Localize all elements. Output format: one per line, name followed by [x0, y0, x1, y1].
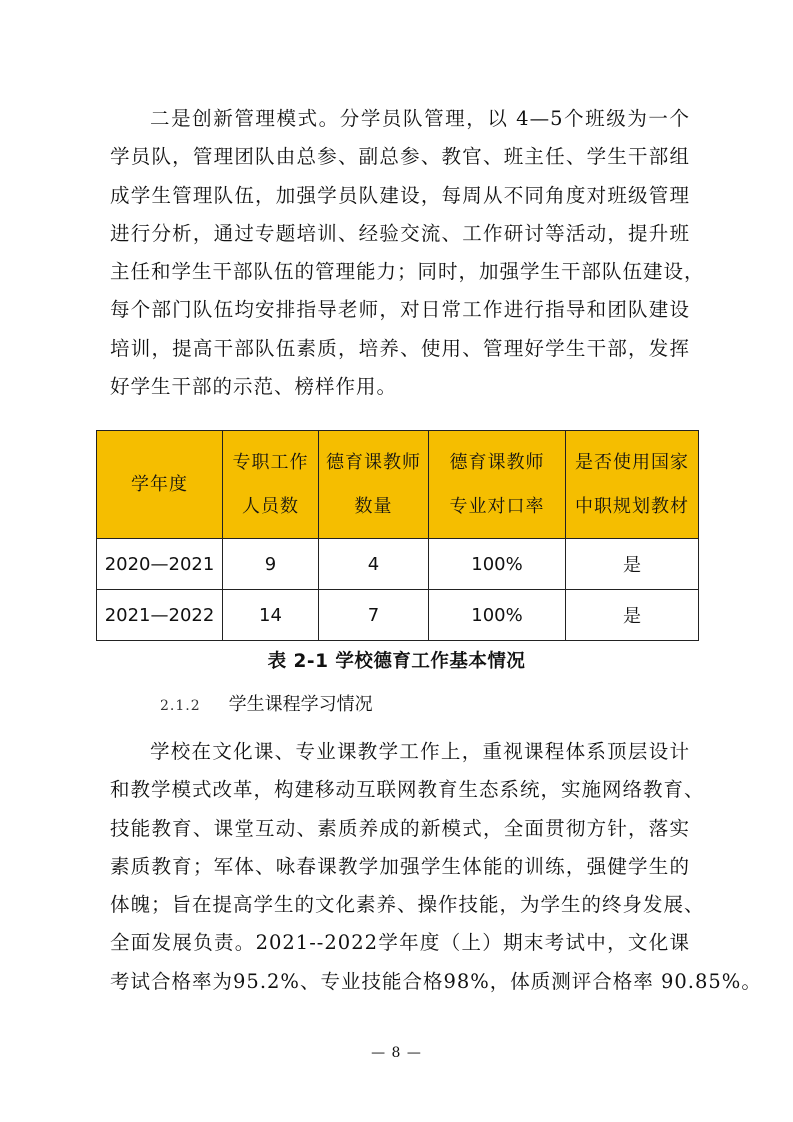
table-cell: 2020—2021	[97, 539, 223, 590]
header-full-time-staff: 专职工作 人员数	[223, 431, 319, 539]
text-line: 学校在文化课、专业课教学工作上，重视课程体系顶层设计	[150, 740, 690, 763]
management-paragraph	[110, 100, 705, 406]
text-line: 考试合格率为95.2%、专业技能合格98%，体质测评合格率 90.85%。	[110, 969, 762, 993]
table-row	[97, 539, 699, 590]
text-line: 二是创新管理模式。分学员队管理，以 4—5个班级为一个	[150, 107, 690, 130]
text-line: 技能教育、课堂互动、素质养成的新模式，全面贯彻方针，落实	[110, 816, 690, 840]
table-cell: 是	[566, 539, 699, 590]
text-line: 进行分析，通过专题培训、经验交流、工作研讨等活动，提升班	[110, 221, 690, 245]
header-teacher-match-rate: 德育课教师 专业对口率	[429, 431, 566, 539]
table-caption: 表 2-1 学校德育工作基本情况	[267, 651, 526, 672]
text-line: 素质教育；军体、咏春课教学加强学生体能的训练，强健学生的	[110, 854, 690, 878]
text-line: 全面发展负责。2021--2022学年度（上）期末考试中，文化课	[110, 931, 690, 955]
text-line: 和教学模式改革，构建移动互联网教育生态系统，实施网络教育、	[110, 778, 705, 802]
text-line: 培训，提高干部队伍素质，培养、使用、管理好学生干部，发挥	[110, 336, 690, 360]
header-national-textbook: 是否使用国家 中职规划教材	[566, 431, 699, 539]
table-row	[97, 590, 699, 641]
table-cell: 是	[566, 590, 699, 641]
section-heading	[160, 690, 373, 716]
section-number: 2.1.2	[160, 698, 201, 714]
table-header-row	[97, 431, 699, 539]
header-school-year: 学年度	[97, 431, 223, 539]
page-number: — 8 —	[371, 1045, 422, 1061]
text-line: 体魄；旨在提高学生的文化素养、操作技能，为学生的终身发展、	[110, 893, 705, 917]
table-cell: 14	[223, 590, 319, 641]
table-cell: 2021—2022	[97, 590, 223, 641]
text-line: 学员队，管理团队由总参、副总参、教官、班主任、学生干部组	[110, 145, 690, 169]
table-cell: 7	[319, 590, 429, 641]
moral-education-table	[96, 430, 699, 641]
course-study-paragraph	[110, 733, 762, 1001]
table-cell: 9	[223, 539, 319, 590]
text-line: 成学生管理队伍，加强学员队建设，每周从不同角度对班级管理	[110, 183, 690, 207]
table-cell: 100%	[429, 539, 566, 590]
table-cell: 100%	[429, 590, 566, 641]
header-teacher-count: 德育课教师 数量	[319, 431, 429, 539]
text-line: 主任和学生干部队伍的管理能力；同时，加强学生干部队伍建设，	[110, 260, 705, 284]
text-line: 好学生干部的示范、榜样作用。	[110, 375, 398, 399]
section-title: 学生课程学习情况	[228, 694, 373, 715]
table-cell: 4	[319, 539, 429, 590]
text-line: 每个部门队伍均安排指导老师，对日常工作进行指导和团队建设	[110, 298, 690, 322]
